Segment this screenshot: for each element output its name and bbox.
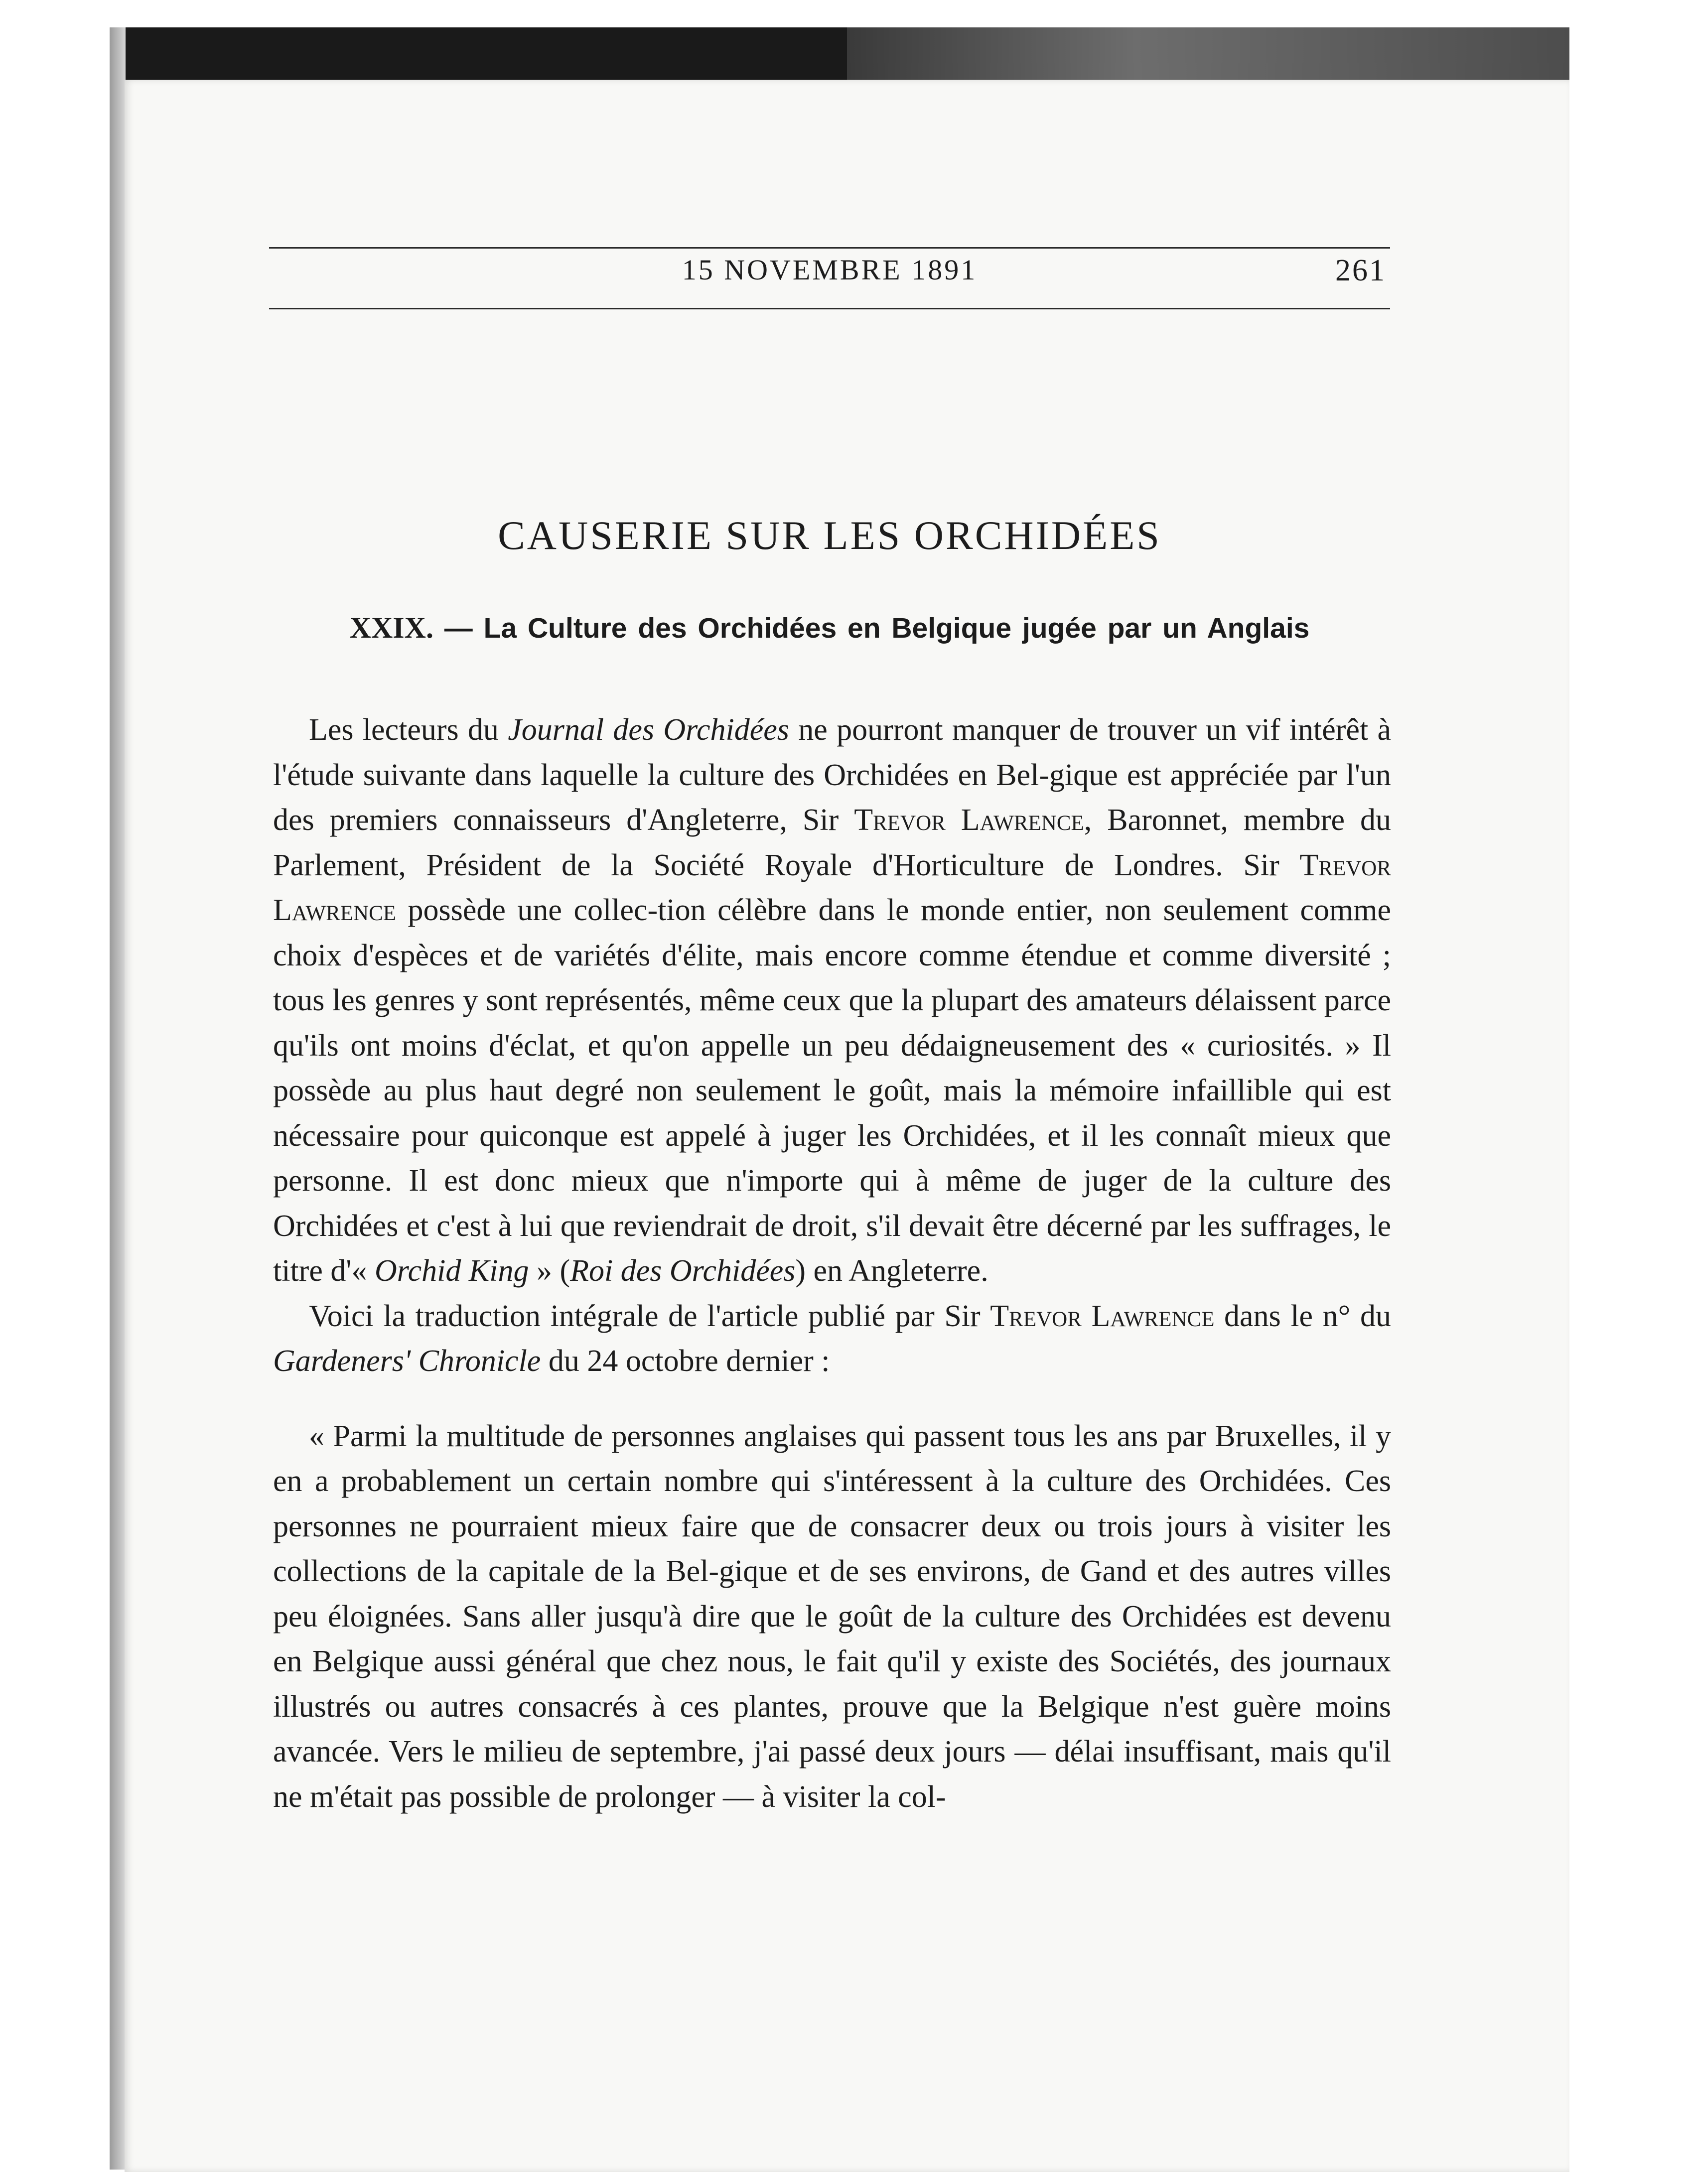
chapter-number: XXIX. <box>349 611 433 644</box>
text-run: Voici la traduction intégrale de l'article publié par Sir <box>309 1299 990 1333</box>
text-run: ) en Angleterre. <box>795 1254 988 1288</box>
running-header-date: 15 NOVEMBRE 1891 <box>682 254 978 286</box>
text-run: » ( <box>529 1254 570 1288</box>
scan-page-edge <box>110 27 126 2170</box>
person-name: Trevor Lawrence <box>273 848 1391 927</box>
subtitle-dash: — <box>444 612 473 644</box>
text-run: possède une collec-tion célèbre dans le monde entier, non seulement comme choix d'espèces et de variétés d'élite, mais encore comme étendue et comme diversité ; tous les genres y sont représentés, même ceux que la plupart des amateurs délaissent parce qu'ils ont moins d'éclat, et qu'on appelle un peu dédaigneusement des « curiosités. » Il possède au plus haut degré non seulement le goût, mais la mémoire infaillible qui est nécessaire pour quiconque est appelé à juger les Orchidées, et il les connaît mieux que personne. Il est donc mieux que n'importe qui à même de juger de la culture des Orchidées et c'est à lui que reviendrait de droit, s'il devait être décerné par les suffrages, le titre d'« <box>273 893 1391 1288</box>
article-subtitle <box>289 611 1370 645</box>
paragraph-quote: « Parmi la multitude de personnes anglaises qui passent tous les ans par Bruxelles, il y en a probablement un certain nombre qui s'intéressent à la culture des Orchidées. Ces personnes ne pourraient mieux faire que de consacrer deux ou trois jours à visiter les collections de la capitale de la Bel-gique et de ses environs, de Gand et des autres villes peu éloignées. Sans aller jusqu'à dire que le goût de la culture des Orchidées est devenu en Belgique aussi général que chez nous, le fait qu'il y existe des Sociétés, des journaux illustrés ou autres consacrés à ces plantes, prouve que la Belgique n'est guère moins avancée. Vers le milieu de septembre, j'ai passé deux jours — délai insuffisant, mais qu'il ne m'était pas possible de prolonger — à visiter la col- <box>273 1419 1391 1814</box>
text-run: ne pourront manquer de trouver un vif intérêt à l'étude suivante dans laquelle la culture des Orchidées en Bel-gique est appréciée par l'un des premiers connaisseurs d'Angleterre, Sir <box>273 713 1391 837</box>
paragraph-intro <box>273 707 1391 1294</box>
article-body <box>273 707 1391 1819</box>
person-name: Trevor Lawrence <box>854 803 1084 837</box>
roi-title: Roi des Orchidées <box>570 1254 796 1288</box>
text-run: Les lecteurs du <box>309 713 508 747</box>
paragraph-translation-intro <box>273 1294 1391 1384</box>
person-name: Trevor Lawrence <box>990 1299 1215 1333</box>
page-number: 261 <box>1335 254 1386 287</box>
publication-title: Gardeners' Chronicle <box>273 1344 541 1378</box>
scan-book-cover <box>847 27 1569 85</box>
scan-dark-border <box>110 27 1569 85</box>
text-run: dans le n° du <box>1214 1299 1391 1333</box>
journal-title: Journal des Orchidées <box>508 713 789 747</box>
header-rule-top <box>269 247 1390 249</box>
text-run: du 24 octobre dernier : <box>541 1344 830 1378</box>
orchid-king-title: Orchid King <box>375 1254 529 1288</box>
article-title: CAUSERIE SUR LES ORCHIDÉES <box>498 513 1161 558</box>
text-run: , Baronnet, membre du Parlement, Président de la Société Royale d'Horticulture de Londres. Sir <box>273 803 1392 882</box>
subtitle-text: La Culture des Orchidées en Belgique jugée par un Anglais <box>483 612 1310 644</box>
header-rule-bottom <box>269 308 1390 309</box>
